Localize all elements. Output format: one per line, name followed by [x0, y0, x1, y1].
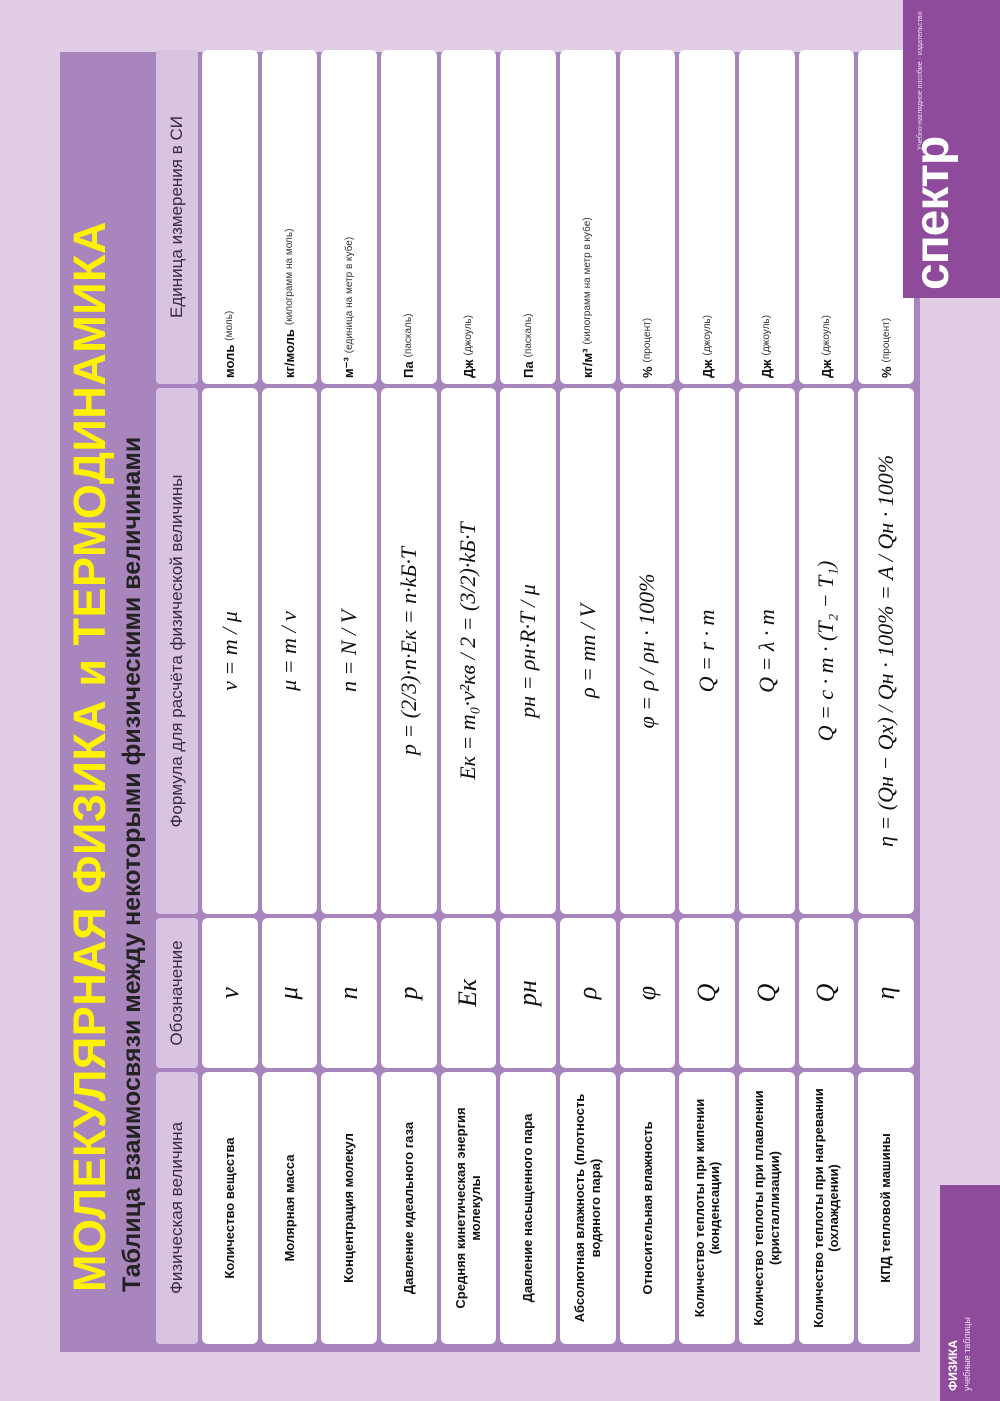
unit-note: (процент): [641, 317, 653, 363]
table-row-name: Молярная масса: [262, 1072, 318, 1344]
table-row-symbol: pн: [500, 918, 556, 1068]
unit-value: %: [639, 366, 655, 378]
table-row-symbol: ν: [202, 918, 258, 1068]
table-row-formula: Q = c · m · (T₂ − T₁): [799, 388, 855, 914]
unit-value: %: [878, 366, 894, 378]
right-margin-strip: [920, 298, 1000, 1185]
table-row-formula: Q = λ · m: [739, 388, 795, 914]
col-header-quantity: Физическая величина: [156, 1072, 198, 1344]
table-row-symbol: Q: [679, 918, 735, 1068]
publisher-info: Учебно-наглядное пособие · издательство: [917, 11, 924, 150]
series-label-rotated: [940, 1185, 1000, 1401]
table-row-formula: n = N / V: [321, 388, 377, 914]
publisher-logo: спектр: [906, 136, 959, 290]
unit-note: (джоуль): [820, 315, 832, 356]
table-row-unit: [500, 50, 556, 384]
unit-value: м⁻³: [341, 357, 357, 378]
unit-value: Дж: [460, 359, 476, 378]
table-row-unit: [560, 50, 616, 384]
table-row-name: Концентрация молекул: [321, 1072, 377, 1344]
table-row-name: Количество теплоты при плавлении (кристаллизации): [739, 1072, 795, 1344]
unit-value: моль: [222, 344, 238, 378]
table-row-formula: ν = m / μ: [202, 388, 258, 914]
unit-note: (моль): [224, 310, 236, 341]
unit-note: (джоуль): [701, 315, 713, 356]
col-header-unit: Единица измерения в СИ: [156, 50, 198, 384]
table-row-name: Абсолютная влажность (плотность водяного пара): [560, 1072, 616, 1344]
table-row-unit: [620, 50, 676, 384]
table-row-formula: p = (2/3)·n·Eк = n·kБ·T: [381, 388, 437, 914]
table-row-unit: [739, 50, 795, 384]
unit-value: Дж: [818, 359, 834, 378]
unit-note: (единица на метр в кубе): [343, 236, 355, 354]
table-row-name: Средняя кинетическая энергия молекулы: [441, 1072, 497, 1344]
table-row-formula: ρ = mп / V: [560, 388, 616, 914]
unit-note: (джоуль): [462, 315, 474, 356]
table-row-symbol: η: [858, 918, 914, 1068]
table-row-symbol: Q: [799, 918, 855, 1068]
table-row-symbol: Q: [739, 918, 795, 1068]
table-row-name: Давление идеального газа: [381, 1072, 437, 1344]
table-row-formula: φ = ρ / ρн · 100%: [620, 388, 676, 914]
table-row-name: Относительная влажность: [620, 1072, 676, 1344]
table-row-formula: μ = m / ν: [262, 388, 318, 914]
col-header-formula: Формула для расчёта физической величины: [156, 388, 198, 914]
table-row-formula: pн = ρн·R·T / μ: [500, 388, 556, 914]
unit-note: (килограмм на моль): [283, 228, 295, 326]
table-row-name: Давление насыщенного пара: [500, 1072, 556, 1344]
col-header-symbol: Обозначение: [156, 918, 198, 1068]
publisher-logo-rotated: [903, 0, 1000, 298]
table-row-name: Количество теплоты при кипении (конденсации): [679, 1072, 735, 1344]
unit-value: кг/моль: [281, 329, 297, 378]
table-row-formula: Eк = m₀·v²кв / 2 = (3/2)·kБ·T: [441, 388, 497, 914]
table-row-unit: [799, 50, 855, 384]
series-subject: ФИЗИКА: [946, 1340, 960, 1391]
unit-value: Дж: [699, 359, 715, 378]
table-row-formula: Q = r · m: [679, 388, 735, 914]
table-row-symbol: ρ: [560, 918, 616, 1068]
table-row-symbol: Eк: [441, 918, 497, 1068]
series-grade: учебные таблицы: [962, 1317, 972, 1391]
table-row-unit: [262, 50, 318, 384]
unit-note: (килограмм на метр в кубе): [582, 217, 594, 345]
page-title: МОЛЕКУЛЯРНАЯ ФИЗИКА и ТЕРМОДИНАМИКА: [64, 220, 115, 1292]
table-row-unit: [441, 50, 497, 384]
table-row-unit: [381, 50, 437, 384]
unit-value: Па: [520, 361, 536, 378]
unit-note: (процент): [880, 317, 892, 363]
unit-note: (паскаль): [522, 313, 534, 358]
rotated-content: [60, 52, 920, 1352]
unit-value: Дж: [759, 359, 775, 378]
table-row-unit: [321, 50, 377, 384]
series-label-block: [940, 1185, 1000, 1401]
table-row-name: Количество теплоты при нагревании (охлаждении): [799, 1072, 855, 1344]
unit-note: (джоуль): [761, 315, 773, 356]
unit-value: Па: [401, 361, 417, 378]
table-row-symbol: μ: [262, 918, 318, 1068]
unit-note: (паскаль): [403, 313, 415, 358]
table-row-unit: [679, 50, 735, 384]
table-row-symbol: n: [321, 918, 377, 1068]
page-subtitle: Таблица взаимосвязи между некоторыми физическими величинами: [118, 436, 146, 1292]
table-row-formula: η = (Qн − Qх) / Qн · 100% = A / Qн · 100%: [858, 388, 914, 914]
table-row-name: КПД тепловой машины: [858, 1072, 914, 1344]
table-row-symbol: p: [381, 918, 437, 1068]
unit-value: кг/м³: [580, 348, 596, 378]
publisher-logo-block: [903, 0, 1000, 298]
table-row-unit: [202, 50, 258, 384]
table-row-name: Количество вещества: [202, 1072, 258, 1344]
table-row-symbol: φ: [620, 918, 676, 1068]
physics-table: [156, 58, 914, 1344]
